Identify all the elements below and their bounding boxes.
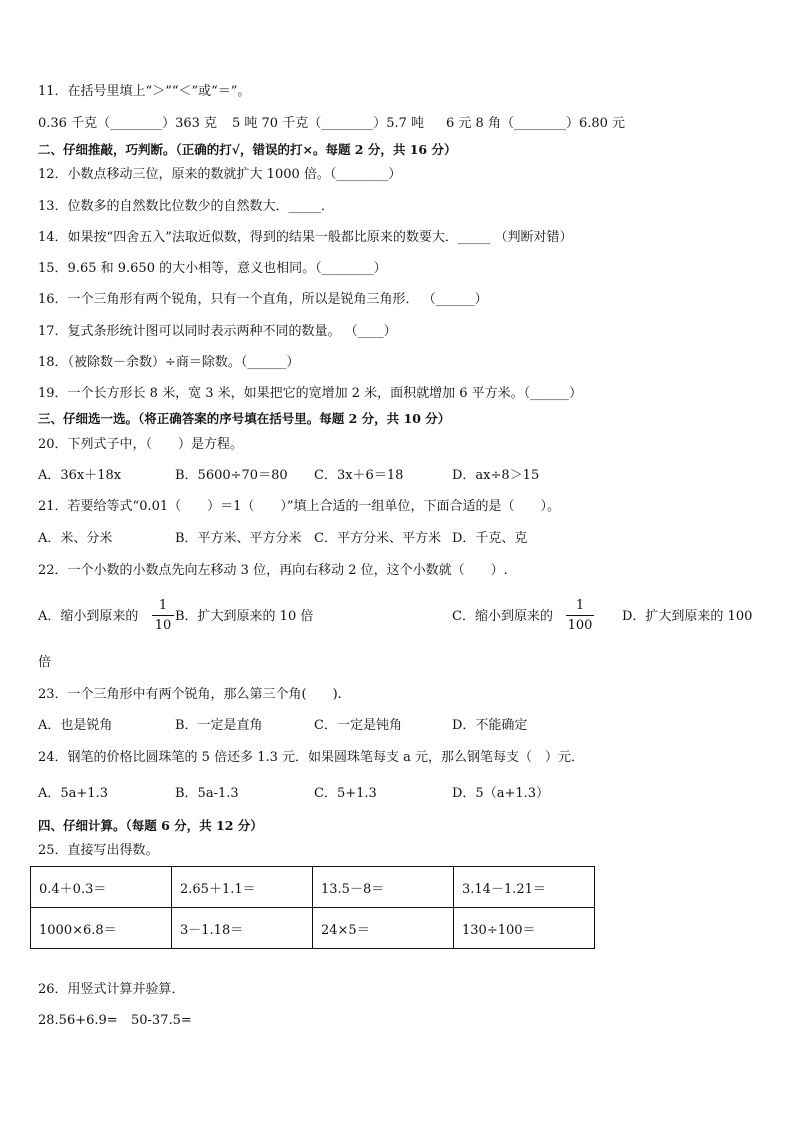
q23-option-d: D．不能确定 bbox=[452, 718, 528, 733]
q26-item-1: 28.56+6.9= bbox=[38, 1013, 118, 1028]
q21-option-c: C．平方分米、平方米 bbox=[314, 531, 441, 546]
q22-fraction-a bbox=[152, 598, 174, 633]
q22-option-c: C．缩小到原来的 bbox=[452, 609, 553, 624]
section-4-heading: 四、仔细计算。（每题 6 分，共 12 分） bbox=[38, 818, 263, 833]
q22-fraction-a-numerator: 1 bbox=[158, 598, 168, 613]
question-21: 21．若要给等式“0.01（ ）＝1（ ）”填上合适的一组单位，下面合适的是（ ）。 bbox=[38, 499, 561, 514]
q22-option-d: D．扩大到原来的 100 bbox=[622, 609, 753, 624]
q22-fraction-a-denominator: 10 bbox=[154, 618, 172, 633]
q23-option-a: A．也是锐角 bbox=[38, 718, 113, 733]
question-12: 12．小数点移动三位，原来的数就扩大 1000 倍。（________） bbox=[38, 167, 402, 182]
table-cell: 3－1.18＝ bbox=[172, 908, 313, 949]
q21-option-a: A．米、分米 bbox=[38, 531, 113, 546]
question-20: 20．下列式子中，（ ）是方程。 bbox=[38, 437, 244, 452]
table-cell: 13.5－8＝ bbox=[313, 867, 454, 908]
question-14: 14．如果按“四舍五入”法取近似数，得到的结果一般都比原来的数要大．_____ （判断对错） bbox=[38, 230, 573, 245]
q22-fraction-c-denominator: 100 bbox=[567, 618, 593, 633]
question-13: 13．位数多的自然数比位数少的自然数大．_____． bbox=[38, 199, 335, 214]
q24-option-a: A．5a+1.3 bbox=[38, 786, 108, 801]
mental-math-table bbox=[30, 866, 595, 949]
q11-item-2: 5 吨 70 千克（________）5.7 吨 bbox=[232, 116, 425, 131]
table-cell: 24×5＝ bbox=[313, 908, 454, 949]
q23-option-c: C．一定是钝角 bbox=[314, 718, 402, 733]
q24-option-b: B．5a-1.3 bbox=[175, 786, 239, 801]
q11-item-1: 0.36 千克（________）363 克 bbox=[38, 116, 218, 131]
table-row bbox=[31, 867, 595, 908]
question-23: 23．一个三角形中有两个锐角，那么第三个角( ). bbox=[38, 687, 342, 702]
q23-option-b: B．一定是直角 bbox=[175, 718, 263, 733]
q20-option-b: B．5600÷70＝80 bbox=[175, 468, 288, 483]
fraction-bar bbox=[566, 615, 594, 616]
question-18: 18．（被除数－余数）÷商＝除数。（______） bbox=[38, 355, 300, 370]
table-cell: 3.14－1.21＝ bbox=[454, 867, 595, 908]
q20-option-c: C．3x＋6＝18 bbox=[314, 468, 404, 483]
question-19: 19．一个长方形长 8 米，宽 3 米，如果把它的宽增加 2 米，面积就增加 6 平方米。（______） bbox=[38, 386, 583, 401]
question-25: 25．直接写出得数。 bbox=[38, 843, 159, 858]
question-22: 22．一个小数的小数点先向左移动 3 位，再向右移动 2 位，这个小数就（ ）. bbox=[38, 563, 508, 578]
q21-option-d: D．千克、克 bbox=[452, 531, 528, 546]
question-24: 24．钢笔的价格比圆珠笔的 5 倍还多 1.3 元．如果圆珠笔每支 a 元，那么钢笔每支（ ）元． bbox=[38, 750, 585, 765]
table-cell: 0.4＋0.3＝ bbox=[31, 867, 172, 908]
section-2-heading: 二、仔细推敲，巧判断。（正确的打√，错误的打×。每题 2 分，共 16 分） bbox=[38, 142, 457, 157]
fraction-bar bbox=[152, 615, 174, 616]
q22-option-a: A．缩小到原来的 bbox=[38, 609, 139, 624]
q22-option-d-continued: 倍 bbox=[38, 655, 52, 670]
q22-fraction-c bbox=[566, 598, 594, 633]
q22-option-b: B．扩大到原来的 10 倍 bbox=[175, 609, 314, 624]
table-cell: 2.65＋1.1＝ bbox=[172, 867, 313, 908]
question-17: 17．复式条形统计图可以同时表示两种不同的数量。 （____） bbox=[38, 324, 397, 339]
q22-fraction-c-numerator: 1 bbox=[575, 598, 585, 613]
question-26: 26．用竖式计算并验算． bbox=[38, 982, 185, 997]
section-3-heading: 三、仔细选一选。（将正确答案的序号填在括号里。每题 2 分，共 10 分） bbox=[38, 411, 451, 426]
question-11: 11．在括号里填上“＞”“＜”或“＝”。 bbox=[38, 84, 251, 99]
q11-item-3: 6 元 8 角（________）6.80 元 bbox=[446, 116, 626, 131]
question-15: 15．9.65 和 9.650 的大小相等，意义也相同。（________） bbox=[38, 261, 387, 276]
q26-item-2: 50-37.5= bbox=[131, 1013, 192, 1028]
q24-option-d: D．5（a+1.3） bbox=[452, 786, 550, 801]
q20-option-a: A．36x＋18x bbox=[38, 468, 122, 483]
table-row bbox=[31, 908, 595, 949]
q20-option-d: D．ax÷8＞15 bbox=[452, 468, 540, 483]
q21-option-b: B．平方米、平方分米 bbox=[175, 531, 302, 546]
table-cell: 1000×6.8＝ bbox=[31, 908, 172, 949]
table-cell: 130÷100＝ bbox=[454, 908, 595, 949]
question-16: 16．一个三角形有两个锐角，只有一个直角，所以是锐角三角形． （______） bbox=[38, 292, 488, 307]
q24-option-c: C．5+1.3 bbox=[314, 786, 377, 801]
